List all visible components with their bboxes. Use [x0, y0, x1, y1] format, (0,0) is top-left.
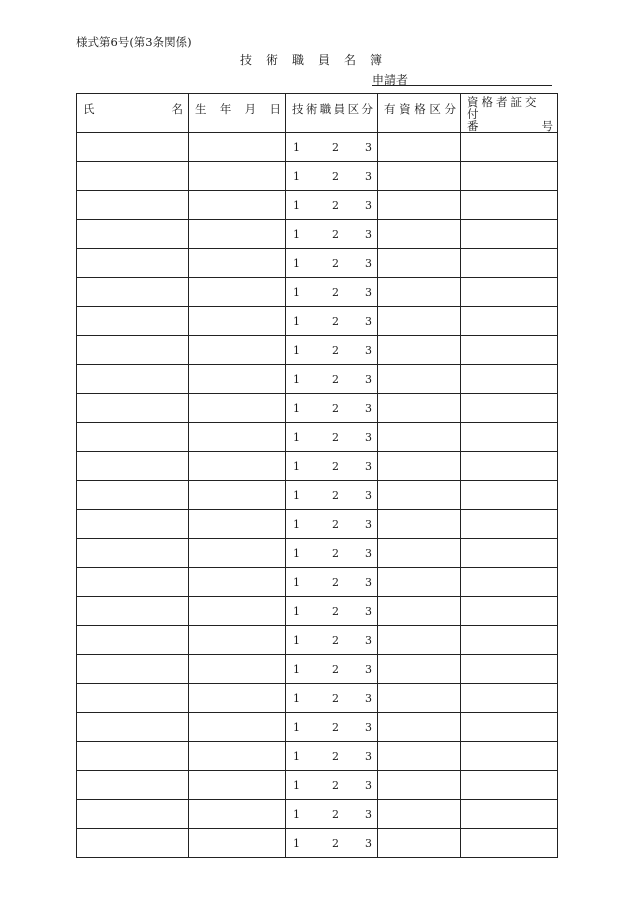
form-number: 様式第6号(第3条関係): [76, 35, 192, 49]
category-option: 1: [293, 256, 300, 270]
qualification-category-cell[interactable]: [378, 394, 461, 423]
table-row: [77, 771, 558, 800]
table-row: [77, 510, 558, 539]
name-cell[interactable]: [77, 249, 189, 278]
applicant-signature-line[interactable]: [372, 85, 552, 86]
cert-number-cell[interactable]: [461, 568, 558, 597]
birthdate-cell[interactable]: [189, 452, 286, 481]
birthdate-cell[interactable]: [189, 510, 286, 539]
category-option: 2: [332, 285, 339, 299]
birthdate-cell[interactable]: [189, 365, 286, 394]
table-body: [77, 133, 558, 858]
header-birthdate: [189, 94, 286, 133]
staff-category-cell[interactable]: [286, 162, 378, 191]
qualification-category-cell[interactable]: [378, 510, 461, 539]
category-option: 2: [332, 517, 339, 531]
table-row: [77, 568, 558, 597]
name-cell[interactable]: [77, 452, 189, 481]
table-row: [77, 597, 558, 626]
category-option: 2: [332, 575, 339, 589]
qualification-category-cell[interactable]: [378, 278, 461, 307]
staff-register-table: [76, 93, 558, 858]
birthdate-cell[interactable]: [189, 423, 286, 452]
category-option: 2: [332, 459, 339, 473]
category-option: 2: [332, 778, 339, 792]
staff-category-cell[interactable]: [286, 539, 378, 568]
name-cell[interactable]: [77, 278, 189, 307]
name-cell[interactable]: [77, 568, 189, 597]
cert-number-cell[interactable]: [461, 249, 558, 278]
name-cell[interactable]: [77, 220, 189, 249]
qualification-category-cell[interactable]: [378, 684, 461, 713]
table-row: [77, 800, 558, 829]
birthdate-cell[interactable]: [189, 220, 286, 249]
staff-category-cell[interactable]: [286, 423, 378, 452]
qualification-category-cell[interactable]: [378, 336, 461, 365]
header-staff-category-char: 区: [347, 102, 360, 116]
category-option: 2: [332, 604, 339, 618]
category-option: 3: [365, 662, 372, 676]
header-birthdate-char: 生: [195, 102, 207, 116]
qualification-category-cell[interactable]: [378, 829, 461, 858]
staff-category-cell[interactable]: [286, 278, 378, 307]
category-option: 1: [293, 198, 300, 212]
category-option: 3: [365, 401, 372, 415]
birthdate-cell[interactable]: [189, 394, 286, 423]
category-option: 1: [293, 807, 300, 821]
category-option: 2: [332, 662, 339, 676]
header-cert-number: [461, 94, 558, 133]
header-staff-category-char: 員: [333, 102, 346, 116]
staff-category-cell[interactable]: [286, 684, 378, 713]
table-row: [77, 162, 558, 191]
name-cell[interactable]: [77, 539, 189, 568]
birthdate-cell[interactable]: [189, 655, 286, 684]
table-row: [77, 423, 558, 452]
staff-category-cell[interactable]: [286, 568, 378, 597]
staff-category-cell[interactable]: [286, 655, 378, 684]
category-option: 3: [365, 169, 372, 183]
cert-number-cell[interactable]: [461, 220, 558, 249]
header-birthdate-char: 月: [244, 102, 257, 116]
category-option: 1: [293, 430, 300, 444]
cert-number-cell[interactable]: [461, 742, 558, 771]
category-option: 2: [332, 720, 339, 734]
staff-category-cell[interactable]: [286, 829, 378, 858]
name-cell[interactable]: [77, 191, 189, 220]
table-row: [77, 133, 558, 162]
cert-number-cell[interactable]: [461, 510, 558, 539]
qualification-category-cell[interactable]: [378, 800, 461, 829]
table-row: [77, 220, 558, 249]
birthdate-cell[interactable]: [189, 191, 286, 220]
header-staff-category-char: 術: [305, 102, 318, 116]
category-option: 1: [293, 169, 300, 183]
header-qualification-char: 有: [384, 102, 396, 116]
cert-number-cell[interactable]: [461, 597, 558, 626]
cert-number-cell[interactable]: [461, 133, 558, 162]
table-row: [77, 452, 558, 481]
category-option: 1: [293, 778, 300, 792]
category-option: 1: [293, 633, 300, 647]
cert-number-cell[interactable]: [461, 307, 558, 336]
category-option: 1: [293, 285, 300, 299]
name-cell[interactable]: [77, 481, 189, 510]
staff-category-cell[interactable]: [286, 452, 378, 481]
category-option: 1: [293, 401, 300, 415]
birthdate-cell[interactable]: [189, 278, 286, 307]
staff-category-cell[interactable]: [286, 597, 378, 626]
table-row: [77, 365, 558, 394]
category-option: 1: [293, 343, 300, 357]
birthdate-cell[interactable]: [189, 481, 286, 510]
header-name-char: 名: [171, 102, 183, 116]
name-cell[interactable]: [77, 684, 189, 713]
header-cert-char: 番: [467, 119, 479, 133]
cert-number-cell[interactable]: [461, 481, 558, 510]
category-option: 3: [365, 459, 372, 473]
category-option: 3: [365, 372, 372, 386]
staff-category-cell[interactable]: [286, 133, 378, 162]
qualification-category-cell[interactable]: [378, 133, 461, 162]
birthdate-cell[interactable]: [189, 597, 286, 626]
table-row: [77, 829, 558, 858]
name-cell[interactable]: [77, 365, 189, 394]
birthdate-cell[interactable]: [189, 539, 286, 568]
table-row: [77, 713, 558, 742]
cert-number-cell[interactable]: [461, 162, 558, 191]
category-option: 2: [332, 401, 339, 415]
category-option: 3: [365, 749, 372, 763]
birthdate-cell[interactable]: [189, 800, 286, 829]
staff-category-cell[interactable]: [286, 771, 378, 800]
category-option: 1: [293, 459, 300, 473]
category-option: 3: [365, 285, 372, 299]
table-row: [77, 394, 558, 423]
name-cell[interactable]: [77, 742, 189, 771]
qualification-category-cell[interactable]: [378, 626, 461, 655]
name-cell[interactable]: [77, 713, 189, 742]
category-option: 3: [365, 488, 372, 502]
qualification-category-cell[interactable]: [378, 597, 461, 626]
category-option: 1: [293, 575, 300, 589]
qualification-category-cell[interactable]: [378, 365, 461, 394]
category-option: 2: [332, 488, 339, 502]
category-option: 1: [293, 836, 300, 850]
birthdate-cell[interactable]: [189, 162, 286, 191]
category-option: 3: [365, 256, 372, 270]
cert-number-cell[interactable]: [461, 829, 558, 858]
header-staff-category-char: 職: [319, 102, 332, 116]
name-cell[interactable]: [77, 423, 189, 452]
name-cell[interactable]: [77, 510, 189, 539]
category-option: 1: [293, 720, 300, 734]
category-option: 3: [365, 430, 372, 444]
category-option: 1: [293, 604, 300, 618]
qualification-category-cell[interactable]: [378, 568, 461, 597]
category-option: 2: [332, 807, 339, 821]
header-cert-line1: 資格者証交付: [467, 95, 540, 121]
header-qualification-char: 資: [399, 102, 411, 116]
table-row: [77, 742, 558, 771]
name-cell[interactable]: [77, 133, 189, 162]
category-option: 3: [365, 140, 372, 154]
header-name: [77, 94, 189, 133]
category-option: 3: [365, 633, 372, 647]
qualification-category-cell[interactable]: [378, 423, 461, 452]
category-option: 3: [365, 604, 372, 618]
qualification-category-cell[interactable]: [378, 713, 461, 742]
category-option: 1: [293, 662, 300, 676]
category-option: 3: [365, 575, 372, 589]
category-option: 1: [293, 140, 300, 154]
cert-number-cell[interactable]: [461, 423, 558, 452]
cert-number-cell[interactable]: [461, 800, 558, 829]
qualification-category-cell[interactable]: [378, 742, 461, 771]
birthdate-cell[interactable]: [189, 626, 286, 655]
cert-number-cell[interactable]: [461, 191, 558, 220]
category-option: 3: [365, 546, 372, 560]
header-staff-category-char: 分: [361, 102, 373, 116]
category-option: 2: [332, 836, 339, 850]
name-cell[interactable]: [77, 655, 189, 684]
category-option: 1: [293, 546, 300, 560]
category-option: 2: [332, 691, 339, 705]
name-cell[interactable]: [77, 800, 189, 829]
category-option: 1: [293, 227, 300, 241]
category-option: 3: [365, 691, 372, 705]
header-qualification-char: 分: [444, 102, 456, 116]
birthdate-cell[interactable]: [189, 336, 286, 365]
cert-number-cell[interactable]: [461, 365, 558, 394]
table-row: [77, 684, 558, 713]
birthdate-cell[interactable]: [189, 742, 286, 771]
staff-category-cell[interactable]: [286, 481, 378, 510]
header-birthdate-char: 日: [269, 102, 281, 116]
birthdate-cell[interactable]: [189, 249, 286, 278]
page-title: 技術職員名簿: [239, 53, 396, 67]
header-qualification-category: [378, 94, 461, 133]
cert-number-cell[interactable]: [461, 336, 558, 365]
name-cell[interactable]: [77, 829, 189, 858]
name-cell[interactable]: [77, 771, 189, 800]
category-option: 2: [332, 227, 339, 241]
header-birthdate-char: 年: [219, 102, 232, 116]
birthdate-cell[interactable]: [189, 684, 286, 713]
staff-category-cell[interactable]: [286, 626, 378, 655]
table-row: [77, 539, 558, 568]
table-row: [77, 191, 558, 220]
staff-category-cell[interactable]: [286, 510, 378, 539]
staff-category-cell[interactable]: [286, 336, 378, 365]
header-staff-category-char: 技: [292, 102, 304, 116]
qualification-category-cell[interactable]: [378, 539, 461, 568]
cert-number-cell[interactable]: [461, 452, 558, 481]
cert-number-cell[interactable]: [461, 713, 558, 742]
qualification-category-cell[interactable]: [378, 655, 461, 684]
birthdate-cell[interactable]: [189, 568, 286, 597]
birthdate-cell[interactable]: [189, 307, 286, 336]
staff-category-cell[interactable]: [286, 800, 378, 829]
category-option: 2: [332, 198, 339, 212]
table-row: [77, 655, 558, 684]
category-option: 3: [365, 517, 372, 531]
name-cell[interactable]: [77, 162, 189, 191]
category-option: 2: [332, 256, 339, 270]
category-option: 1: [293, 749, 300, 763]
category-option: 2: [332, 140, 339, 154]
qualification-category-cell[interactable]: [378, 452, 461, 481]
table-row: [77, 249, 558, 278]
header-cert-char: 号: [541, 119, 553, 133]
header-qualification-char: 区: [429, 102, 441, 116]
category-option: 1: [293, 691, 300, 705]
staff-category-cell[interactable]: [286, 307, 378, 336]
name-cell[interactable]: [77, 394, 189, 423]
table-row: [77, 278, 558, 307]
qualification-category-cell[interactable]: [378, 249, 461, 278]
category-option: 3: [365, 778, 372, 792]
birthdate-cell[interactable]: [189, 133, 286, 162]
category-option: 2: [332, 314, 339, 328]
name-cell[interactable]: [77, 597, 189, 626]
staff-category-cell[interactable]: [286, 365, 378, 394]
category-option: 3: [365, 198, 372, 212]
category-option: 2: [332, 430, 339, 444]
table-row: [77, 481, 558, 510]
qualification-category-cell[interactable]: [378, 481, 461, 510]
applicant-label: 申請者: [372, 73, 409, 87]
staff-category-cell[interactable]: [286, 394, 378, 423]
category-option: 3: [365, 227, 372, 241]
cert-number-cell[interactable]: [461, 394, 558, 423]
cert-number-cell[interactable]: [461, 655, 558, 684]
birthdate-cell[interactable]: [189, 829, 286, 858]
category-option: 3: [365, 343, 372, 357]
table-row: [77, 307, 558, 336]
category-option: 2: [332, 343, 339, 357]
qualification-category-cell[interactable]: [378, 191, 461, 220]
staff-category-cell[interactable]: [286, 220, 378, 249]
staff-category-cell[interactable]: [286, 249, 378, 278]
category-option: 3: [365, 836, 372, 850]
cert-number-cell[interactable]: [461, 626, 558, 655]
header-qualification-char: 格: [414, 102, 426, 116]
name-cell[interactable]: [77, 336, 189, 365]
birthdate-cell[interactable]: [189, 771, 286, 800]
cert-number-cell[interactable]: [461, 684, 558, 713]
table-row: [77, 336, 558, 365]
category-option: 1: [293, 372, 300, 386]
category-option: 2: [332, 546, 339, 560]
category-option: 1: [293, 488, 300, 502]
qualification-category-cell[interactable]: [378, 307, 461, 336]
category-option: 1: [293, 314, 300, 328]
category-option: 2: [332, 372, 339, 386]
qualification-category-cell[interactable]: [378, 162, 461, 191]
staff-category-cell[interactable]: [286, 713, 378, 742]
category-option: 2: [332, 749, 339, 763]
header-name-char: 氏: [83, 102, 95, 116]
table-row: [77, 626, 558, 655]
cert-number-cell[interactable]: [461, 278, 558, 307]
name-cell[interactable]: [77, 307, 189, 336]
staff-category-cell[interactable]: [286, 191, 378, 220]
category-option: 2: [332, 633, 339, 647]
qualification-category-cell[interactable]: [378, 220, 461, 249]
category-option: 3: [365, 314, 372, 328]
birthdate-cell[interactable]: [189, 713, 286, 742]
category-option: 1: [293, 517, 300, 531]
header-row: [77, 94, 558, 133]
category-option: 3: [365, 720, 372, 734]
staff-category-cell[interactable]: [286, 742, 378, 771]
category-option: 2: [332, 169, 339, 183]
cert-number-cell[interactable]: [461, 771, 558, 800]
cert-number-cell[interactable]: [461, 539, 558, 568]
header-staff-category: [286, 94, 378, 133]
qualification-category-cell[interactable]: [378, 771, 461, 800]
name-cell[interactable]: [77, 626, 189, 655]
category-option: 3: [365, 807, 372, 821]
